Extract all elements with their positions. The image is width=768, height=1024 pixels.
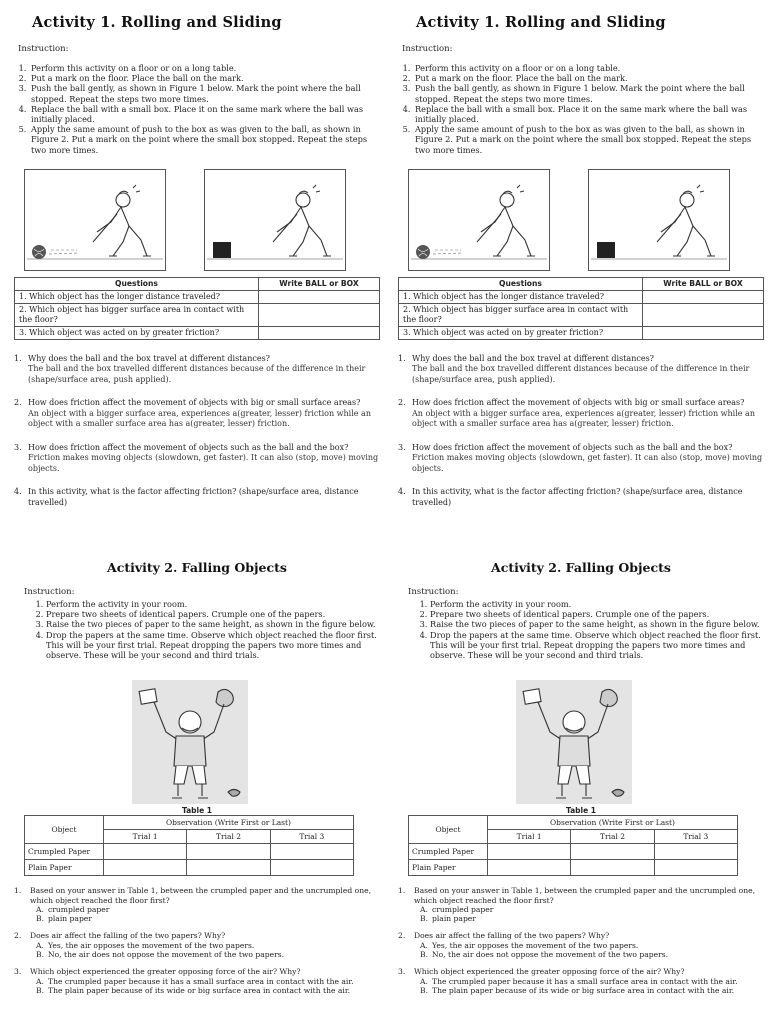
table-row bbox=[15, 326, 380, 339]
activity2-steps bbox=[14, 599, 380, 660]
answer-text: Friction makes moving objects (slowdown, get faster). It can also (stop, move) moving objects. bbox=[412, 453, 763, 473]
ball-icon bbox=[25, 170, 165, 270]
option-text: Yes, the air opposes the movement of the two papers. bbox=[432, 940, 639, 950]
question-item bbox=[398, 398, 764, 430]
option-letter: A. bbox=[36, 976, 44, 986]
question-cell: 3. Which object was acted on by greater friction? bbox=[15, 326, 259, 339]
boy-icon bbox=[516, 680, 632, 804]
table1-object-header: Object bbox=[409, 816, 488, 844]
question-item bbox=[14, 354, 380, 386]
question-item bbox=[398, 487, 764, 508]
question-text: In this activity, what is the factor affecting friction? (shape/surface area, distance travelled) bbox=[412, 487, 743, 507]
activity1-step: 4. Replace the ball with a small box. Place it on the same mark where the ball was initially placed. bbox=[29, 104, 380, 124]
question-number: 3. bbox=[14, 967, 22, 977]
table-row bbox=[25, 860, 354, 876]
worksheet-copy-left bbox=[14, 0, 380, 995]
table1-answer-cell[interactable] bbox=[104, 860, 187, 876]
question-cell: 3. Which object was acted on by greater friction? bbox=[399, 326, 643, 339]
question-text: Why does the ball and the box travel at different distances? bbox=[412, 353, 654, 363]
activity2-step: 1. Perform the activity in your room. bbox=[46, 599, 380, 609]
table1-object-cell: Plain Paper bbox=[25, 860, 104, 876]
activity2-section bbox=[398, 560, 764, 1003]
answer-option[interactable] bbox=[414, 941, 668, 950]
table1-caption: Table 1 bbox=[565, 806, 597, 816]
activity1-step: 3. Push the ball gently, as shown in Figure 1 below. Mark the point where the ball stopped. Repeat the steps two more times. bbox=[29, 83, 380, 103]
question-text: Does air affect the falling of the two papers? Why? bbox=[30, 931, 226, 941]
question-item bbox=[14, 487, 380, 508]
table-header-questions: Questions bbox=[15, 277, 259, 290]
option-letter: A. bbox=[36, 904, 44, 914]
question-item bbox=[398, 443, 764, 475]
table1-trial-header: Trial 1 bbox=[104, 830, 187, 844]
activity2-steps bbox=[398, 599, 764, 660]
activity2-step: 3. Raise the two pieces of paper to the same height, as shown in the figure below. bbox=[46, 619, 380, 629]
question-item bbox=[14, 398, 380, 430]
answer-cell[interactable] bbox=[259, 290, 380, 303]
question-cell: 2. Which object has bigger surface area in contact with the floor? bbox=[399, 303, 643, 326]
activity2-title: Activity 2. Falling Objects bbox=[107, 560, 287, 575]
answer-cell[interactable] bbox=[643, 326, 764, 339]
answer-text: An object with a bigger surface area, experiences a(greater, lesser) friction while an object with a smaller surface area has a(greater, lesser) friction. bbox=[28, 408, 371, 429]
activity1-questions bbox=[14, 354, 380, 509]
table1-observation-header: Observation (Write First or Last) bbox=[104, 816, 354, 830]
answer-option[interactable] bbox=[30, 914, 380, 923]
option-text: No, the air does not oppose the movement of the two papers. bbox=[48, 950, 285, 959]
answer-text: The ball and the box travelled different distances because of the difference in their (shape/surface area, push applied). bbox=[412, 364, 750, 384]
activity1-step: 3. Push the ball gently, as shown in Figure 1 below. Mark the point where the ball stopped. Repeat the steps two more times. bbox=[413, 83, 764, 103]
activity2-step: 2. Prepare two sheets of identical papers. Crumple one of the papers. bbox=[430, 609, 764, 619]
answer-cell[interactable] bbox=[259, 303, 380, 326]
question-number: 1. bbox=[14, 886, 22, 896]
option-letter: A. bbox=[420, 976, 428, 986]
answer-option[interactable] bbox=[414, 977, 738, 986]
question-text: Which object experienced the greater opposing force of the air? Why? bbox=[30, 967, 301, 977]
answer-cell[interactable] bbox=[643, 303, 764, 326]
activity1-step: 2. Put a mark on the floor. Place the ball on the mark. bbox=[29, 73, 380, 83]
question-number: 4. bbox=[398, 487, 406, 497]
option-letter: B. bbox=[420, 950, 428, 959]
answer-cell[interactable] bbox=[643, 290, 764, 303]
table1-answer-cell[interactable] bbox=[654, 860, 737, 876]
figure-1-ball-push bbox=[24, 169, 166, 271]
activity1-step: 1. Perform this activity on a floor or on a long table. bbox=[29, 63, 380, 73]
answer-text: Friction makes moving objects (slowdown, get faster). It can also (stop, move) moving objects. bbox=[28, 453, 379, 473]
activity2-step: 4. Drop the papers at the same time. Observe which object reached the floor first. This will be your first trial. Repeat dropping the papers two more times and observe. These will be your second and third trials. bbox=[46, 630, 380, 661]
table1-observation-header: Observation (Write First or Last) bbox=[488, 816, 738, 830]
option-letter: A. bbox=[420, 940, 428, 950]
answer-option[interactable] bbox=[30, 905, 380, 914]
question-item bbox=[398, 354, 764, 386]
table1-answer-cell[interactable] bbox=[104, 844, 187, 860]
table1-answer-cell[interactable] bbox=[571, 844, 654, 860]
figure-1-ball-push bbox=[408, 169, 550, 271]
option-letter: A. bbox=[420, 904, 428, 914]
activity1-questions bbox=[398, 354, 764, 509]
activity1-step: 1. Perform this activity on a floor or on a long table. bbox=[413, 63, 764, 73]
option-text: crumpled paper bbox=[432, 904, 494, 914]
question-text: Based on your answer in Table 1, between the crumpled paper and the uncrumpled one, which object reached the floor first? bbox=[414, 886, 755, 905]
answer-option[interactable] bbox=[30, 941, 284, 950]
option-text: Yes, the air opposes the movement of the two papers. bbox=[48, 940, 255, 950]
option-letter: B. bbox=[420, 914, 428, 924]
activity2-step: 3. Raise the two pieces of paper to the same height, as shown in the figure below. bbox=[430, 619, 764, 629]
activity2-section bbox=[14, 560, 380, 1003]
question-item bbox=[14, 967, 380, 995]
table1-object-cell: Crumpled Paper bbox=[409, 844, 488, 860]
table-header-questions: Questions bbox=[399, 277, 643, 290]
figure-boy-holding-papers bbox=[516, 680, 632, 804]
answer-option[interactable] bbox=[30, 977, 354, 986]
table1-trial-header: Trial 3 bbox=[270, 830, 353, 844]
question-item bbox=[14, 886, 380, 923]
question-text: How does friction affect the movement of objects such as the ball and the box? bbox=[28, 442, 349, 452]
table-row bbox=[25, 844, 354, 860]
question-number: 2. bbox=[14, 398, 22, 408]
table-row bbox=[399, 326, 764, 339]
table1-caption: Table 1 bbox=[181, 806, 213, 816]
activity1-instruction-label: Instruction: bbox=[402, 44, 453, 54]
table1-answer-cell[interactable] bbox=[654, 844, 737, 860]
table1 bbox=[408, 815, 738, 876]
activity1-question-table bbox=[14, 277, 380, 340]
option-letter: A. bbox=[36, 940, 44, 950]
question-number: 2. bbox=[398, 398, 406, 408]
question-text: Why does the ball and the box travel at different distances? bbox=[28, 353, 270, 363]
figure-2-box-push bbox=[588, 169, 730, 271]
question-cell: 1. Which object has the longer distance traveled? bbox=[399, 290, 643, 303]
activity1-step: 4. Replace the ball with a small box. Place it on the same mark where the ball was initially placed. bbox=[413, 104, 764, 124]
question-item bbox=[398, 967, 764, 995]
boy-icon bbox=[132, 680, 248, 804]
question-text: Which object experienced the greater opposing force of the air? Why? bbox=[414, 967, 685, 977]
table1-answer-cell[interactable] bbox=[488, 860, 571, 876]
activity1-question-table bbox=[398, 277, 764, 340]
question-text: Based on your answer in Table 1, between the crumpled paper and the uncrumpled one, which object reached the floor first? bbox=[30, 886, 371, 905]
question-text: Does air affect the falling of the two papers? Why? bbox=[414, 931, 610, 941]
question-text: How does friction affect the movement of objects such as the ball and the box? bbox=[412, 442, 733, 452]
table-row bbox=[15, 303, 380, 326]
option-text: No, the air does not oppose the movement of the two papers. bbox=[432, 950, 669, 959]
table-row bbox=[409, 860, 738, 876]
table-row bbox=[15, 290, 380, 303]
question-number: 3. bbox=[14, 442, 22, 452]
question-text: How does friction affect the movement of objects with big or small surface areas? bbox=[28, 398, 361, 408]
answer-text: The ball and the box travelled different distances because of the difference in their (shape/surface area, push applied). bbox=[28, 364, 366, 384]
activity2-step: 4. Drop the papers at the same time. Observe which object reached the floor first. This will be your first trial. Repeat dropping the papers two more times and observe. These will be your second and third trials. bbox=[430, 630, 764, 661]
option-text: crumpled paper bbox=[48, 904, 110, 914]
activity1-step: 5. Apply the same amount of push to the box as was given to the ball, as shown in Figure 2. Put a mark on the point where the small box stopped. Repeat the steps two more times. bbox=[413, 124, 764, 155]
table-row bbox=[409, 844, 738, 860]
table-row bbox=[399, 290, 764, 303]
option-text: The crumpled paper because it has a small surface area in contact with the air. bbox=[48, 976, 354, 986]
table1-trial-header: Trial 3 bbox=[654, 830, 737, 844]
activity1-step: 5. Apply the same amount of push to the box as was given to the ball, as shown in Figure 2. Put a mark on the point where the small box stopped. Repeat the steps two more times. bbox=[29, 124, 380, 155]
option-letter: B. bbox=[36, 950, 44, 959]
table-row bbox=[399, 303, 764, 326]
activity2-questions bbox=[14, 886, 380, 995]
table1-answer-cell[interactable] bbox=[187, 844, 270, 860]
table1-trial-header: Trial 2 bbox=[187, 830, 270, 844]
answer-option[interactable] bbox=[414, 950, 668, 959]
question-number: 3. bbox=[398, 967, 406, 977]
option-text: The plain paper because of its wide or big surface area in contact with the air. bbox=[48, 985, 351, 995]
figure-boy-holding-papers bbox=[132, 680, 248, 804]
question-number: 1. bbox=[14, 353, 22, 363]
question-number: 2. bbox=[14, 931, 22, 941]
activity1-steps bbox=[398, 63, 764, 155]
table1-answer-cell[interactable] bbox=[270, 844, 353, 860]
question-number: 3. bbox=[398, 442, 406, 452]
table-header-answer: Write BALL or BOX bbox=[643, 277, 764, 290]
activity1-title: Activity 1. Rolling and Sliding bbox=[32, 14, 282, 31]
box-icon bbox=[589, 170, 729, 270]
activity2-step: 1. Perform the activity in your room. bbox=[430, 599, 764, 609]
activity1-instruction-label: Instruction: bbox=[18, 44, 69, 54]
table1-answer-cell[interactable] bbox=[488, 844, 571, 860]
option-text: plain paper bbox=[48, 914, 92, 924]
answer-option[interactable] bbox=[30, 950, 284, 959]
question-item bbox=[14, 443, 380, 475]
table1-answer-cell[interactable] bbox=[571, 860, 654, 876]
activity1-step: 2. Put a mark on the floor. Place the ball on the mark. bbox=[413, 73, 764, 83]
activity2-instruction-label: Instruction: bbox=[408, 587, 459, 597]
table-header-answer: Write BALL or BOX bbox=[259, 277, 380, 290]
question-item bbox=[398, 886, 764, 923]
question-number: 1. bbox=[398, 886, 406, 896]
question-item bbox=[398, 931, 764, 959]
activity1-steps bbox=[14, 63, 380, 155]
answer-option[interactable] bbox=[414, 986, 738, 995]
answer-text: An object with a bigger surface area, experiences a(greater, lesser) friction while an object with a smaller surface area has a(greater, lesser) friction. bbox=[412, 408, 755, 429]
option-text: The crumpled paper because it has a small surface area in contact with the air. bbox=[432, 976, 738, 986]
question-text: How does friction affect the movement of objects with big or small surface areas? bbox=[412, 398, 745, 408]
activity2-instruction-label: Instruction: bbox=[24, 587, 75, 597]
activity2-questions bbox=[398, 886, 764, 995]
figure-2-box-push bbox=[204, 169, 346, 271]
question-text: In this activity, what is the factor affecting friction? (shape/surface area, distance travelled) bbox=[28, 487, 359, 507]
box-icon bbox=[205, 170, 345, 270]
activity1-figures bbox=[398, 169, 764, 273]
table1-object-cell: Crumpled Paper bbox=[25, 844, 104, 860]
table1 bbox=[24, 815, 354, 876]
question-number: 1. bbox=[398, 353, 406, 363]
option-letter: B. bbox=[36, 985, 44, 995]
answer-option[interactable] bbox=[414, 905, 764, 914]
answer-cell[interactable] bbox=[259, 326, 380, 339]
table1-answer-cell[interactable] bbox=[270, 860, 353, 876]
activity2-step: 2. Prepare two sheets of identical papers. Crumple one of the papers. bbox=[46, 609, 380, 619]
activity1-figures bbox=[14, 169, 380, 273]
answer-option[interactable] bbox=[414, 914, 764, 923]
activity1-title: Activity 1. Rolling and Sliding bbox=[416, 14, 666, 31]
question-cell: 2. Which object has bigger surface area in contact with the floor? bbox=[15, 303, 259, 326]
question-number: 4. bbox=[14, 487, 22, 497]
table1-object-cell: Plain Paper bbox=[409, 860, 488, 876]
question-item bbox=[14, 931, 380, 959]
option-letter: B. bbox=[420, 985, 428, 995]
option-text: The plain paper because of its wide or big surface area in contact with the air. bbox=[432, 985, 735, 995]
table1-trial-header: Trial 2 bbox=[571, 830, 654, 844]
activity2-title: Activity 2. Falling Objects bbox=[491, 560, 671, 575]
option-letter: B. bbox=[36, 914, 44, 924]
option-text: plain paper bbox=[432, 914, 476, 924]
table1-answer-cell[interactable] bbox=[187, 860, 270, 876]
ball-icon bbox=[409, 170, 549, 270]
table1-object-header: Object bbox=[25, 816, 104, 844]
worksheet-copy-right bbox=[398, 0, 764, 995]
question-number: 2. bbox=[398, 931, 406, 941]
question-cell: 1. Which object has the longer distance traveled? bbox=[15, 290, 259, 303]
table1-trial-header: Trial 1 bbox=[488, 830, 571, 844]
answer-option[interactable] bbox=[30, 986, 354, 995]
